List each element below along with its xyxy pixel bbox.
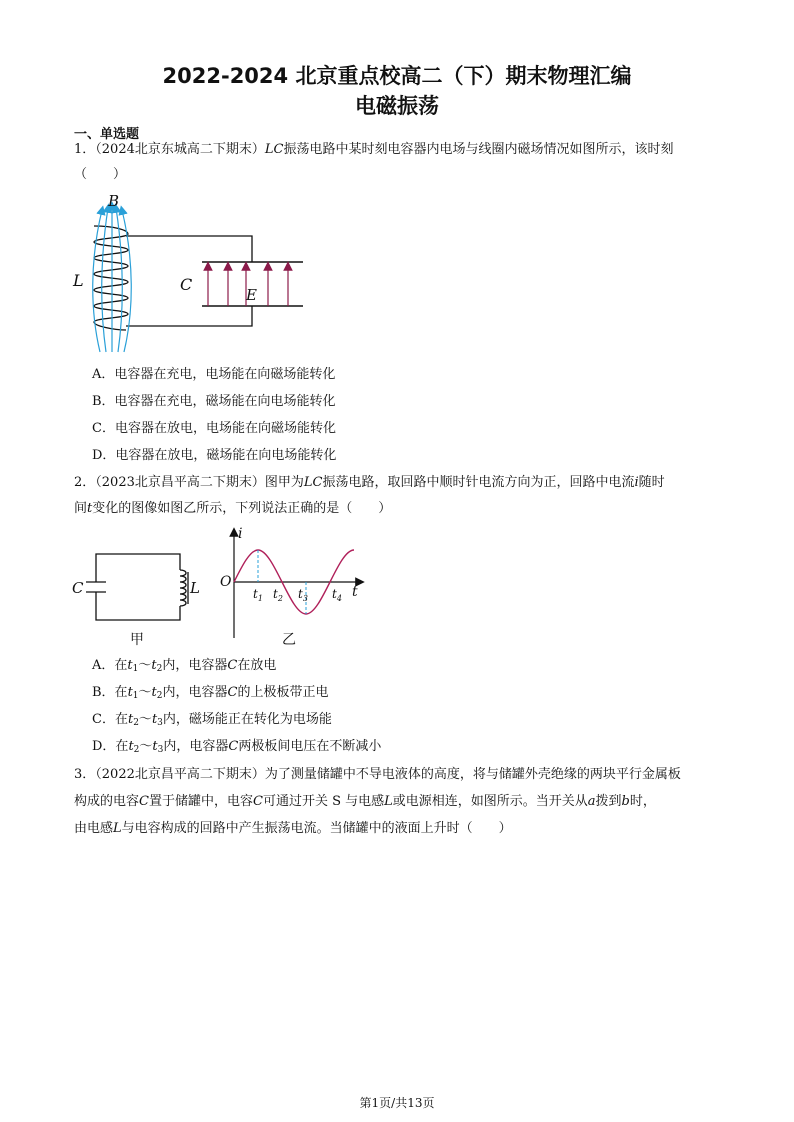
q2-option-a: A．在$t_1\sim t_2$内，电容器C在放电	[92, 658, 277, 674]
page-footer: 第1页/共13页	[359, 1096, 435, 1110]
question-2-stem: 2．（2023北京昌平高二下期末）图甲为LC振荡电路，取回路中顺时针电流方向为正，回路中电流i随时	[74, 475, 665, 490]
caption-jia: 甲	[130, 632, 144, 648]
circuit-label-C: C	[72, 579, 84, 597]
q1-option-a: A．电容器在充电，电场能在向磁场能转化	[92, 367, 336, 382]
label-C: C	[180, 275, 193, 294]
question-3-line-2: 构成的电容C置于储罐中，电容C可通过开关 S 与电感L或电源相连，如图所示。当开关从a拨到b时，	[74, 794, 656, 809]
caption-yi: 乙	[282, 632, 296, 648]
page-subtitle: 电磁振荡	[355, 94, 439, 118]
circuit-label-L: L	[190, 579, 200, 597]
axis-label-i: i	[238, 526, 243, 542]
label-E: E	[246, 286, 257, 304]
tick-t1: $t_1$	[253, 587, 263, 603]
question-3-line-3: 由电感L与电容构成的回路中产生振荡电流。当储罐中的液面上升时（ ）	[74, 821, 512, 836]
tick-t4: $t_4$	[332, 587, 342, 603]
q2-option-c: C．在$t_2\sim t_3$内，磁场能正在转化为电场能	[92, 712, 332, 728]
tick-t2: $t_2$	[273, 587, 283, 603]
question-1-figure	[70, 190, 320, 360]
lc-circuit	[86, 554, 188, 620]
tick-t3: $t_3$	[298, 587, 308, 603]
axis-origin: O	[220, 574, 232, 590]
label-L: L	[73, 271, 84, 290]
question-1-stem: 1．（2024北京东城高二下期末）LC振荡电路中某时刻电容器内电场与线圈内磁场情况如图所示，该时刻	[74, 142, 674, 157]
question-3-line-1: 3．（2022北京昌平高二下期末）为了测量储罐中不导电液体的高度，将与储罐外壳绝缘的两块平行金属板	[74, 767, 681, 782]
q1-option-d: D．电容器在放电，磁场能在向电场能转化	[92, 448, 337, 463]
question-2-stem-cont: 间t变化的图像如图乙所示，下列说法正确的是（ ）	[74, 501, 392, 516]
q2-option-d: D．在$t_2\sim t_3$内，电容器C两极板间电压在不断减小	[92, 739, 382, 755]
label-B: B	[108, 192, 120, 210]
q1-option-c: C．电容器在放电，电场能在向磁场能转化	[92, 421, 336, 436]
question-1-stem-cont: （ ）	[74, 167, 127, 182]
question-2-figure	[70, 526, 370, 650]
inductor-coil	[94, 226, 128, 330]
page-title: 2022-2024 北京重点校高二（下）期末物理汇编	[162, 64, 632, 88]
q2-option-b: B．在$t_1\sim t_2$内，电容器C的上极板带正电	[92, 685, 329, 701]
q1-option-b: B．电容器在充电，磁场能在向电场能转化	[92, 394, 336, 409]
section-heading: 一、单选题	[74, 127, 140, 142]
axis-label-t: t	[352, 584, 358, 600]
